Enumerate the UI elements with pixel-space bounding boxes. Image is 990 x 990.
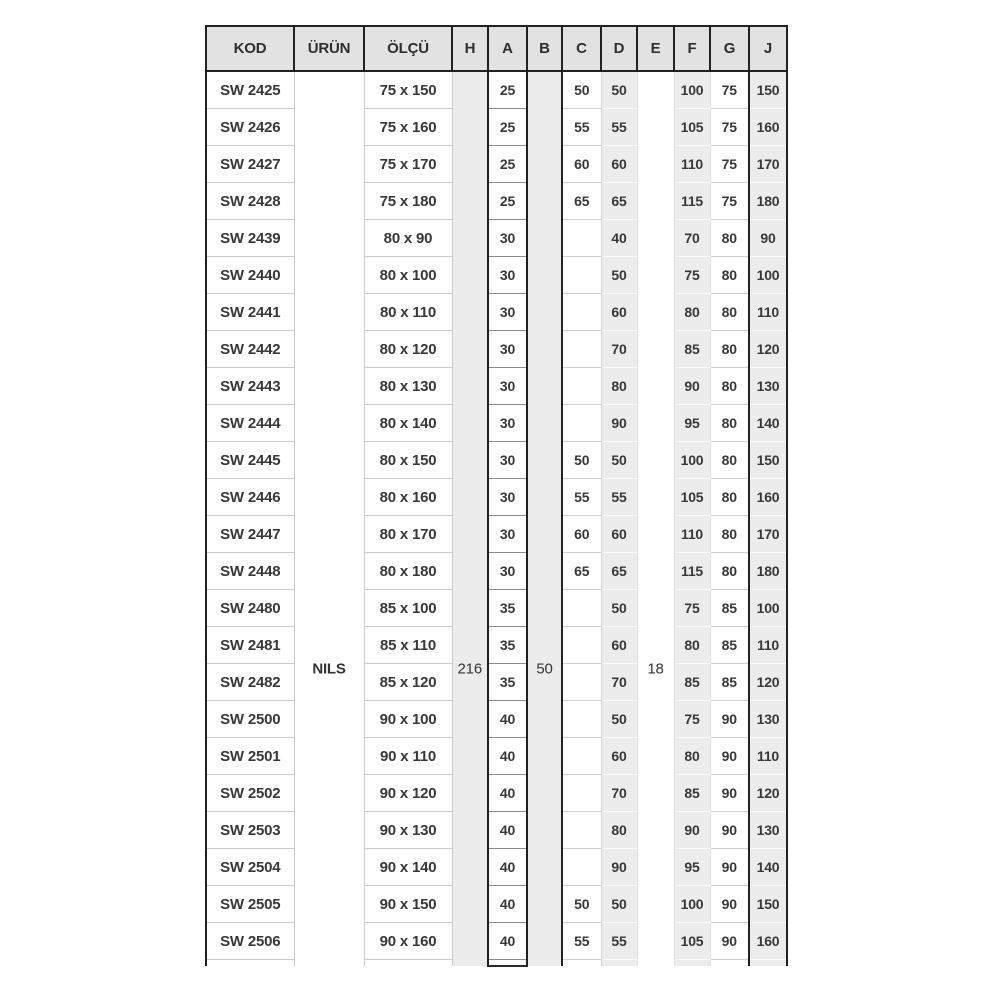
cell-kod: SW 2504 [206, 849, 294, 886]
cell-f: 85 [674, 775, 710, 812]
cell-g: 75 [710, 183, 749, 220]
cell-d: 50 [601, 442, 637, 479]
cell-f: 100 [674, 886, 710, 923]
cell-j: 120 [749, 664, 787, 701]
cell-j: 180 [749, 553, 787, 590]
cell-c [562, 701, 601, 738]
cell-c [562, 220, 601, 257]
cell-f: 115 [674, 553, 710, 590]
cell-a: 35 [488, 664, 527, 701]
cell-a: 30 [488, 516, 527, 553]
cell-c [562, 368, 601, 405]
cell-f: 95 [674, 405, 710, 442]
cell-d: 90 [601, 405, 637, 442]
cell-d: 50 [601, 71, 637, 109]
cell-olcu: 90 x 130 [364, 812, 452, 849]
cell-olcu: 90 x 110 [364, 738, 452, 775]
cell-d: 55 [601, 479, 637, 516]
col-header-e: E [637, 26, 674, 71]
cell-j: 150 [749, 442, 787, 479]
cutoff-cell-kod [206, 960, 294, 967]
cell-f: 105 [674, 109, 710, 146]
cell-d: 70 [601, 664, 637, 701]
cell-g: 75 [710, 146, 749, 183]
header-row [206, 26, 787, 71]
cell-kod: SW 2426 [206, 109, 294, 146]
cell-olcu: 75 x 170 [364, 146, 452, 183]
merged-value-h: 216 [457, 660, 482, 678]
cell-j: 130 [749, 368, 787, 405]
merged-value-e: 18 [647, 660, 664, 678]
cell-c [562, 849, 601, 886]
cell-j: 170 [749, 516, 787, 553]
cell-d: 50 [601, 701, 637, 738]
cell-a: 25 [488, 109, 527, 146]
cell-kod: SW 2447 [206, 516, 294, 553]
cell-a: 40 [488, 812, 527, 849]
cell-g: 80 [710, 257, 749, 294]
col-header-olcu: ÖLÇÜ [364, 26, 452, 71]
cell-f: 110 [674, 516, 710, 553]
cell-d: 55 [601, 109, 637, 146]
col-header-f: F [674, 26, 710, 71]
cell-c [562, 294, 601, 331]
col-header-a: A [488, 26, 527, 71]
cell-c: 60 [562, 146, 601, 183]
cell-c [562, 331, 601, 368]
cell-kod: SW 2427 [206, 146, 294, 183]
cell-kod: SW 2443 [206, 368, 294, 405]
cell-d: 60 [601, 627, 637, 664]
cutoff-cell-d [601, 960, 637, 967]
cell-kod: SW 2441 [206, 294, 294, 331]
cell-j: 110 [749, 294, 787, 331]
cell-d: 70 [601, 775, 637, 812]
cell-f: 110 [674, 146, 710, 183]
cell-c: 50 [562, 71, 601, 109]
cell-f: 85 [674, 664, 710, 701]
cell-kod: SW 2428 [206, 183, 294, 220]
product-spec-table [205, 25, 788, 967]
cell-j: 120 [749, 775, 787, 812]
col-header-b: B [527, 26, 562, 71]
cell-olcu: 80 x 120 [364, 331, 452, 368]
cell-c: 50 [562, 886, 601, 923]
cell-f: 100 [674, 442, 710, 479]
cell-d: 40 [601, 220, 637, 257]
cell-olcu: 80 x 140 [364, 405, 452, 442]
col-header-urun: ÜRÜN [294, 26, 364, 71]
cell-d: 65 [601, 183, 637, 220]
cell-d: 50 [601, 257, 637, 294]
cell-f: 75 [674, 590, 710, 627]
cell-d: 80 [601, 812, 637, 849]
cell-c: 65 [562, 183, 601, 220]
cell-olcu: 85 x 100 [364, 590, 452, 627]
cell-g: 80 [710, 331, 749, 368]
cell-a: 30 [488, 442, 527, 479]
col-header-c: C [562, 26, 601, 71]
cell-f: 90 [674, 812, 710, 849]
cell-a: 35 [488, 590, 527, 627]
cell-a: 40 [488, 886, 527, 923]
cell-olcu: 80 x 100 [364, 257, 452, 294]
cell-j: 150 [749, 71, 787, 109]
cell-a: 35 [488, 627, 527, 664]
cell-a: 40 [488, 775, 527, 812]
cell-kod: SW 2440 [206, 257, 294, 294]
cell-olcu: 80 x 170 [364, 516, 452, 553]
cell-a: 30 [488, 257, 527, 294]
cell-d: 60 [601, 516, 637, 553]
cell-f: 75 [674, 257, 710, 294]
cell-j: 150 [749, 886, 787, 923]
cell-a: 25 [488, 183, 527, 220]
cell-kod: SW 2446 [206, 479, 294, 516]
cell-kod: SW 2444 [206, 405, 294, 442]
merged-value-urun: NILS [312, 660, 346, 678]
cell-c [562, 257, 601, 294]
cell-a: 30 [488, 405, 527, 442]
cell-kod: SW 2439 [206, 220, 294, 257]
cell-c: 55 [562, 479, 601, 516]
cell-d: 60 [601, 294, 637, 331]
cell-f: 105 [674, 479, 710, 516]
cell-a: 25 [488, 71, 527, 109]
cell-d: 60 [601, 146, 637, 183]
cell-g: 90 [710, 886, 749, 923]
cell-olcu: 85 x 120 [364, 664, 452, 701]
cell-f: 80 [674, 738, 710, 775]
cell-j: 160 [749, 479, 787, 516]
cutoff-cell-g [710, 960, 749, 967]
cell-c [562, 664, 601, 701]
cell-kod: SW 2448 [206, 553, 294, 590]
cell-c [562, 775, 601, 812]
cell-g: 80 [710, 294, 749, 331]
cell-c [562, 590, 601, 627]
cell-olcu: 85 x 110 [364, 627, 452, 664]
cell-kod: SW 2500 [206, 701, 294, 738]
cell-olcu: 80 x 110 [364, 294, 452, 331]
cell-a: 30 [488, 294, 527, 331]
cell-kod: SW 2480 [206, 590, 294, 627]
cell-g: 90 [710, 923, 749, 960]
cell-kod: SW 2445 [206, 442, 294, 479]
cell-a: 25 [488, 146, 527, 183]
cell-g: 80 [710, 405, 749, 442]
cell-d: 80 [601, 368, 637, 405]
cell-olcu: 80 x 180 [364, 553, 452, 590]
cell-f: 80 [674, 294, 710, 331]
table-row [206, 71, 787, 109]
cell-j: 140 [749, 405, 787, 442]
product-spec-table-wrap [205, 25, 788, 967]
cell-g: 90 [710, 701, 749, 738]
cell-g: 80 [710, 368, 749, 405]
cell-kod: SW 2506 [206, 923, 294, 960]
cell-f: 75 [674, 701, 710, 738]
cutoff-cell-c [562, 960, 601, 967]
cell-c [562, 812, 601, 849]
cell-olcu: 80 x 90 [364, 220, 452, 257]
cell-j: 110 [749, 738, 787, 775]
cell-kod: SW 2482 [206, 664, 294, 701]
cutoff-cell-olcu [364, 960, 452, 967]
cell-kod: SW 2481 [206, 627, 294, 664]
cell-kod: SW 2501 [206, 738, 294, 775]
cutoff-cell-j [749, 960, 787, 967]
col-header-j: J [749, 26, 787, 71]
cell-c [562, 627, 601, 664]
cell-f: 100 [674, 71, 710, 109]
cell-g: 80 [710, 516, 749, 553]
cell-d: 55 [601, 923, 637, 960]
cell-f: 80 [674, 627, 710, 664]
cell-olcu: 90 x 100 [364, 701, 452, 738]
cell-g: 75 [710, 71, 749, 109]
cell-j: 180 [749, 183, 787, 220]
cell-g: 90 [710, 849, 749, 886]
cell-f: 70 [674, 220, 710, 257]
cell-j: 120 [749, 331, 787, 368]
cell-d: 70 [601, 331, 637, 368]
col-header-d: D [601, 26, 637, 71]
cell-a: 40 [488, 701, 527, 738]
col-header-g: G [710, 26, 749, 71]
cell-f: 95 [674, 849, 710, 886]
cell-j: 90 [749, 220, 787, 257]
cell-c: 50 [562, 442, 601, 479]
cell-c: 60 [562, 516, 601, 553]
cell-f: 85 [674, 331, 710, 368]
merged-cell-e [637, 71, 674, 966]
cell-a: 30 [488, 331, 527, 368]
col-header-h: H [452, 26, 488, 71]
cell-d: 60 [601, 738, 637, 775]
merged-value-b: 50 [536, 660, 553, 678]
cell-j: 110 [749, 627, 787, 664]
cell-g: 85 [710, 590, 749, 627]
cell-g: 85 [710, 664, 749, 701]
cell-j: 100 [749, 590, 787, 627]
cell-olcu: 80 x 150 [364, 442, 452, 479]
cell-g: 90 [710, 775, 749, 812]
cell-olcu: 90 x 120 [364, 775, 452, 812]
cell-olcu: 90 x 150 [364, 886, 452, 923]
cell-d: 90 [601, 849, 637, 886]
cell-olcu: 80 x 160 [364, 479, 452, 516]
cell-a: 40 [488, 923, 527, 960]
cell-d: 65 [601, 553, 637, 590]
cell-a: 30 [488, 368, 527, 405]
cell-kod: SW 2503 [206, 812, 294, 849]
cell-olcu: 90 x 140 [364, 849, 452, 886]
cell-c [562, 405, 601, 442]
cell-olcu: 90 x 160 [364, 923, 452, 960]
merged-cell-urun [294, 71, 364, 966]
cell-g: 90 [710, 738, 749, 775]
cell-j: 140 [749, 849, 787, 886]
cell-j: 130 [749, 701, 787, 738]
cell-f: 90 [674, 368, 710, 405]
cell-g: 80 [710, 442, 749, 479]
cell-g: 90 [710, 812, 749, 849]
cell-olcu: 75 x 160 [364, 109, 452, 146]
cutoff-cell-a [488, 960, 527, 967]
cell-olcu: 80 x 130 [364, 368, 452, 405]
cell-a: 40 [488, 849, 527, 886]
cell-d: 50 [601, 886, 637, 923]
cell-kod: SW 2502 [206, 775, 294, 812]
cell-kod: SW 2425 [206, 71, 294, 109]
cell-c: 55 [562, 923, 601, 960]
cell-kod: SW 2442 [206, 331, 294, 368]
cell-a: 40 [488, 738, 527, 775]
cell-j: 160 [749, 923, 787, 960]
cell-j: 160 [749, 109, 787, 146]
cell-g: 75 [710, 109, 749, 146]
cutoff-cell-f [674, 960, 710, 967]
cell-a: 30 [488, 220, 527, 257]
cell-g: 80 [710, 220, 749, 257]
cell-olcu: 75 x 180 [364, 183, 452, 220]
cell-c: 55 [562, 109, 601, 146]
merged-cell-h [452, 71, 488, 966]
cell-j: 130 [749, 812, 787, 849]
cell-c: 65 [562, 553, 601, 590]
merged-cell-b [527, 71, 562, 966]
cell-j: 100 [749, 257, 787, 294]
cell-f: 105 [674, 923, 710, 960]
cell-g: 80 [710, 479, 749, 516]
cell-c [562, 738, 601, 775]
cell-g: 80 [710, 553, 749, 590]
cell-a: 30 [488, 553, 527, 590]
cell-olcu: 75 x 150 [364, 71, 452, 109]
cell-g: 85 [710, 627, 749, 664]
cell-j: 170 [749, 146, 787, 183]
col-header-kod: KOD [206, 26, 294, 71]
cell-kod: SW 2505 [206, 886, 294, 923]
cell-a: 30 [488, 479, 527, 516]
cell-d: 50 [601, 590, 637, 627]
cell-f: 115 [674, 183, 710, 220]
